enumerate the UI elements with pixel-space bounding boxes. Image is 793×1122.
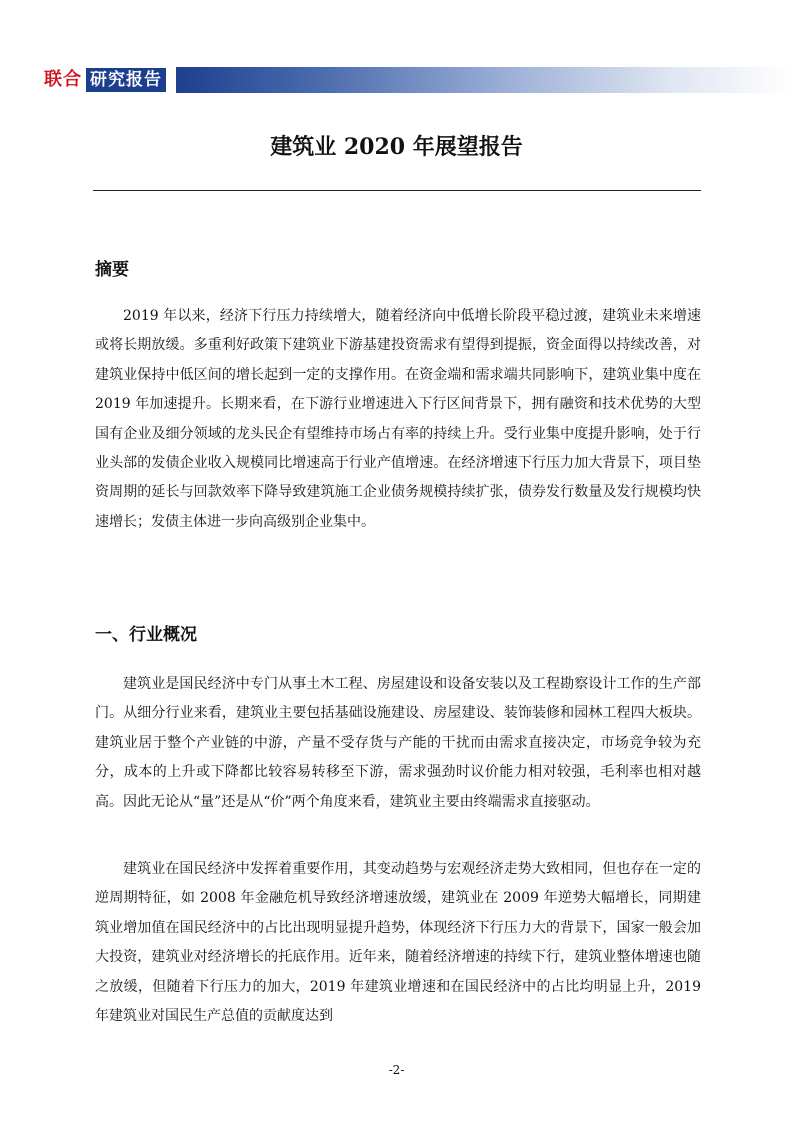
brand-name: 联合 [44,69,82,90]
page-number: -2- [388,1063,405,1077]
title-divider [93,190,701,191]
abstract-paragraph: 2019 年以来，经济下行压力持续增大，随着经济向中低增长阶段平稳过渡，建筑业未来增速或将长期放缓。多重利好政策下建筑业下游基建投资需求有望得到提振，资金面得以持续改善，对建筑业保持中低区间的增长起到一定的支撑作用。在资金端和需求端共同影响下，建筑业集中度在 2019 年加速提升。长期来看，在下游行业增速进入下行区间背景下，拥有融资和技术优势的大型国有企业及细分领域的龙头民企有望维持市场占有率的持续上升。受行业集中度提升影响，处于行业头部的发债企业收入规模同比增速高于行业产值增速。在经济增速下行压力加大背景下，项目垫资周期的延长与回款效率下降导致建筑施工企业债务规模持续扩张，债券发行数量及发行规模均快速增长；发债主体进一步向高级别企业集中。 [95,308,701,530]
abstract-heading: 摘要 [95,260,129,280]
document-title: 建筑业 2020 年展望报告 [270,134,523,160]
brand-label: 研究报告 [86,68,166,92]
section-heading-industry-overview: 一、行业概况 [95,625,197,645]
section-paragraph: 建筑业在国民经济中发挥着重要作用，其变动趋势与宏观经济走势大致相同，但也存在一定的逆周期特征，如 2008 年金融危机导致经济增速放缓，建筑业在 2009 年逆势大幅增长，同期建筑业增加值在国民经济中的占比出现明显提升趋势，体现经济下行压力大的背景下，国家一般会加大投资，建筑业对经济增长的托底作用。近年来，随着经济增速的持续下行，建筑业整体增速也随之放缓，但随着下行压力的加大，2019 年建筑业增速和在国民经济中的占比均明显上升，2019 年建筑业对国民生产总值的贡献度达到 [95,861,701,1025]
header-gradient-bar [176,67,793,93]
section-paragraph: 建筑业是国民经济中专门从事土木工程、房屋建设和设备安装以及工程勘察设计工作的生产部门。从细分行业来看，建筑业主要包括基础设施建设、房屋建设、装饰装修和园林工程四大板块。建筑业居于整个产业链的中游，产量不受存货与产能的干扰而由需求直接决定，市场竞争较为充分，成本的上升或下降都比较容易转移至下游，需求强劲时议价能力相对较强，毛利率也相对越高。因此无论从“量”还是从“价”两个角度来看，建筑业主要由终端需求直接驱动。 [95,676,701,810]
report-header [44,66,793,94]
